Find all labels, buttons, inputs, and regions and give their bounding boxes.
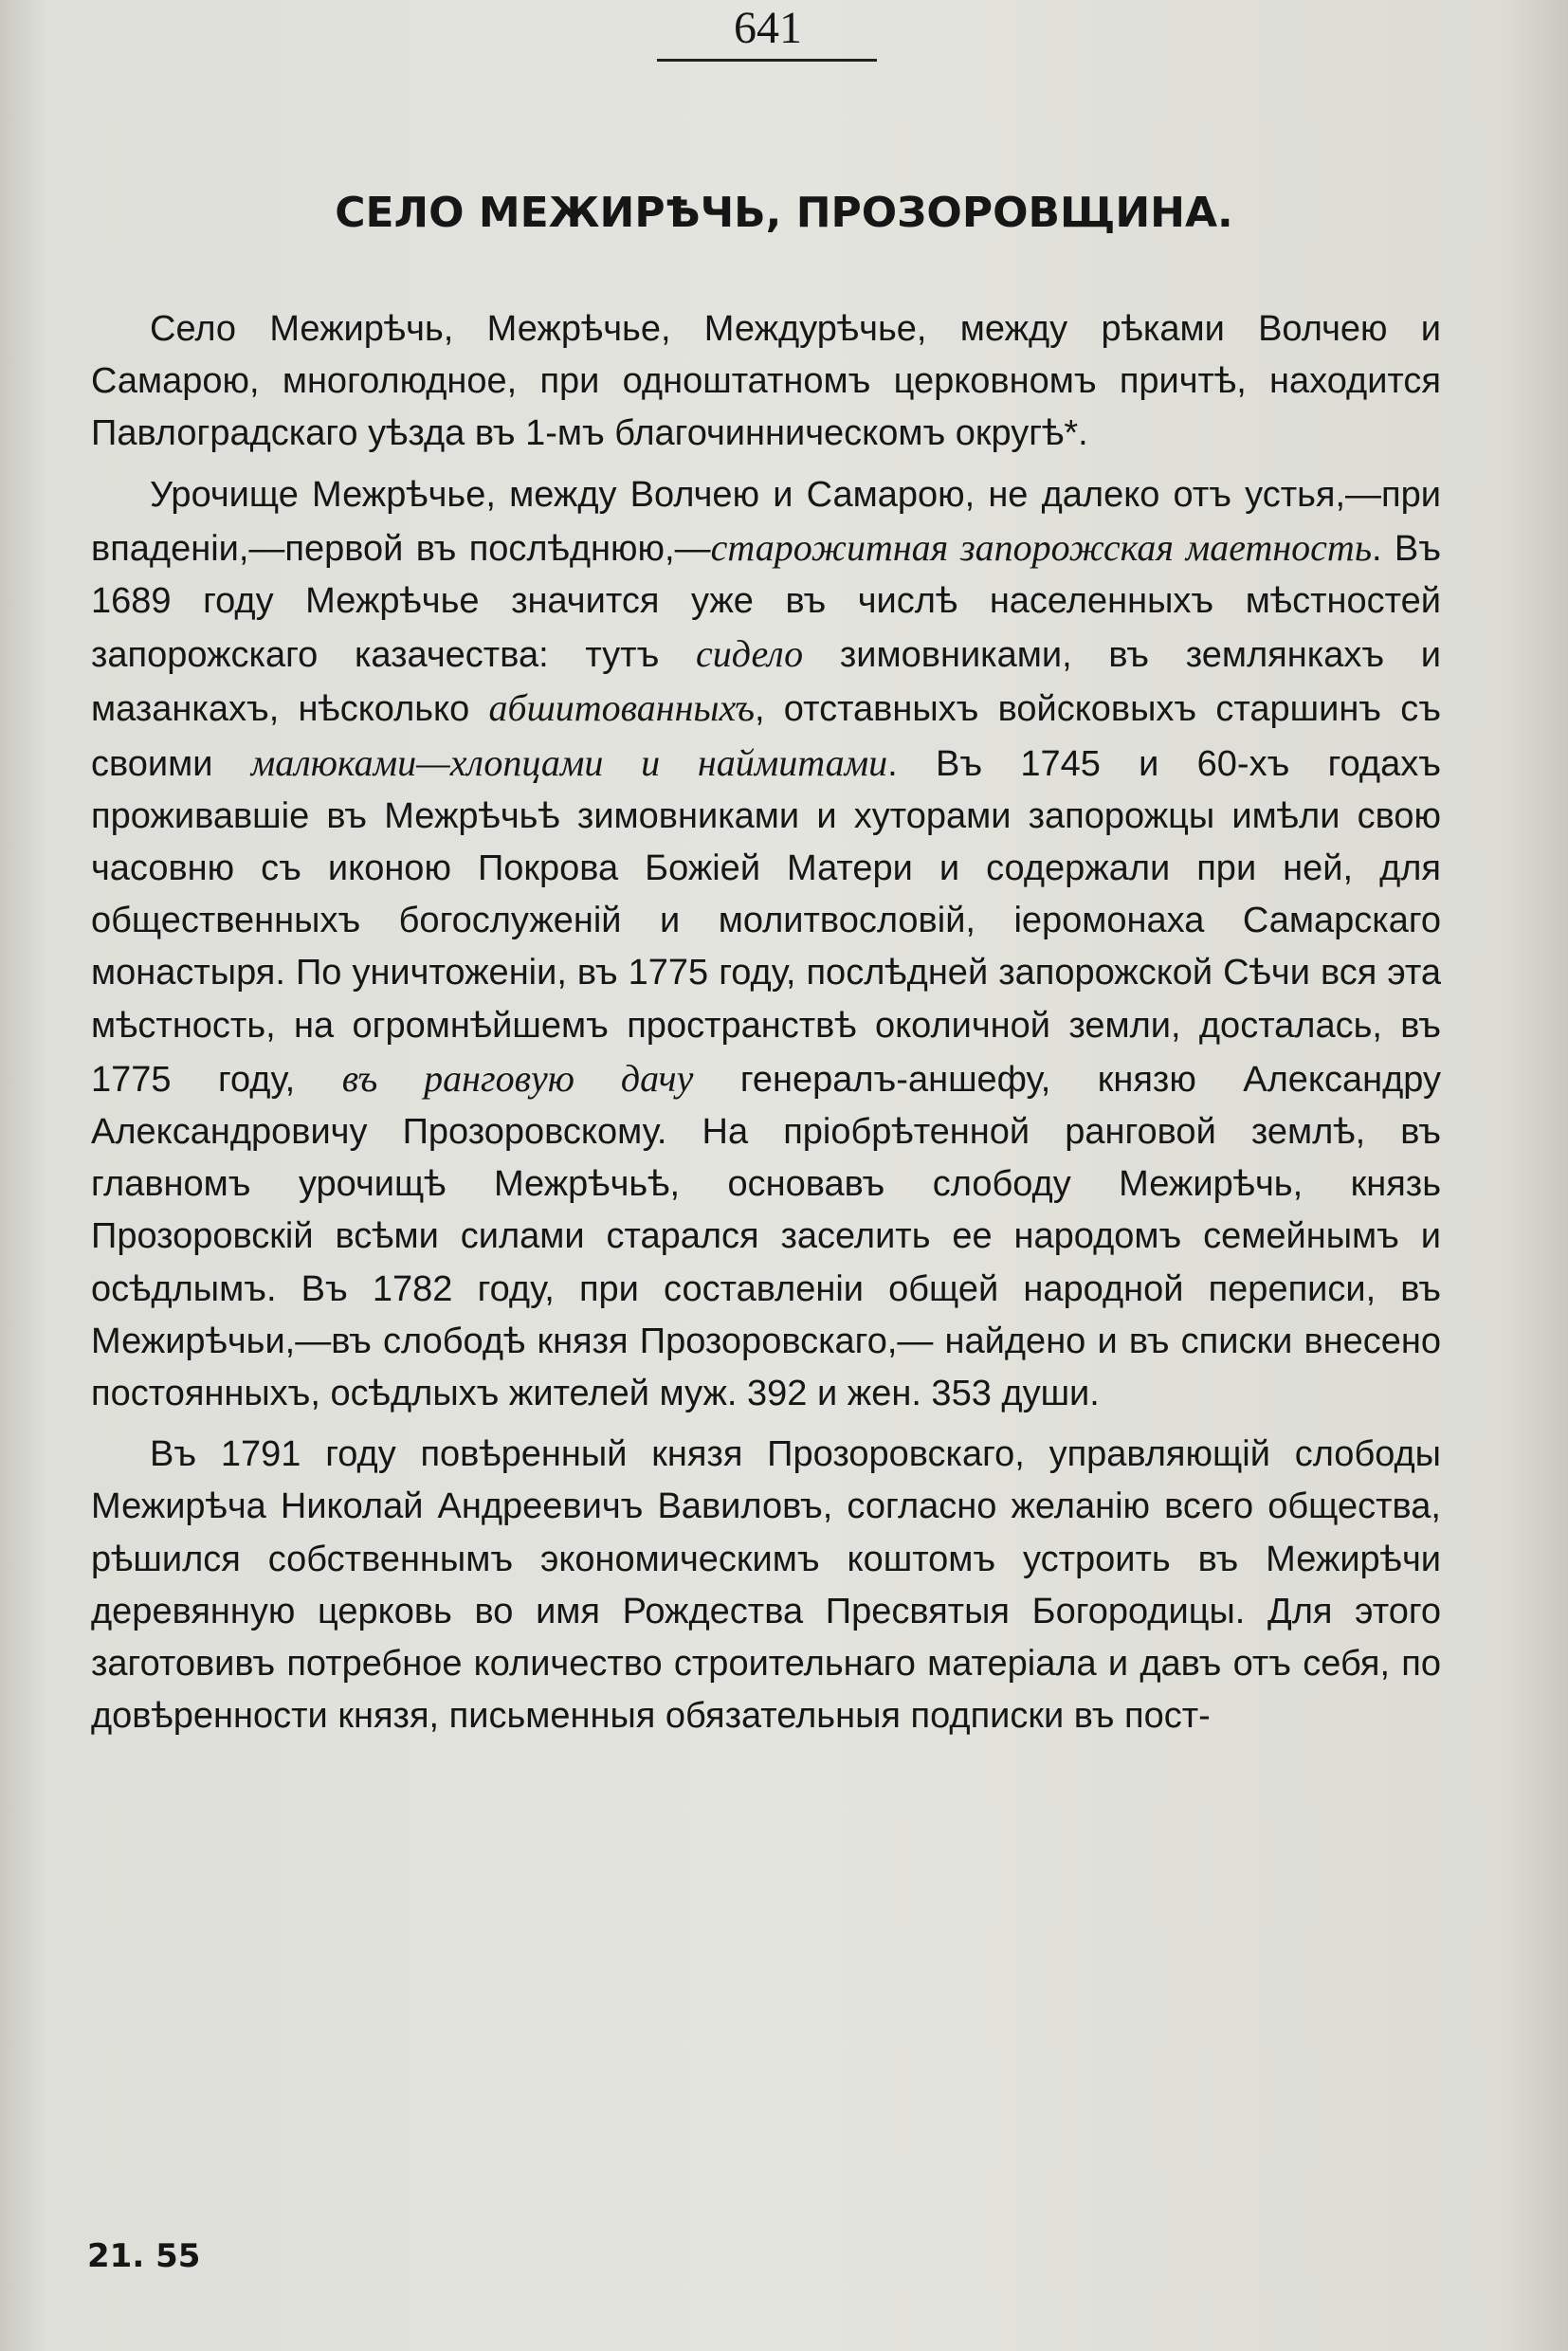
body-text bbox=[91, 303, 1441, 1742]
paragraph bbox=[91, 1429, 1441, 1742]
paragraph bbox=[91, 303, 1441, 461]
text-run: Урочище Межрѣчье, между Волчею и Самарою, не далеко отъ устья,—при впаденіи,—первой въ послѣднюю,— bbox=[91, 474, 1441, 569]
text-run: , отставныхъ войсковыхъ старшинъ съ своими bbox=[91, 689, 1441, 784]
printer-signature: 21. 55 bbox=[87, 2237, 201, 2275]
italic-phrase: въ ранговую дачу bbox=[341, 1056, 694, 1100]
italic-phrase: малюками—хлопцами и наймитами bbox=[250, 740, 888, 784]
italic-phrase: сидело bbox=[696, 632, 804, 676]
paragraph bbox=[91, 469, 1441, 1421]
text-run: . Въ 1689 году Межрѣчье значится уже въ числѣ населенныхъ мѣстностей запорожскаго казачества: тутъ bbox=[91, 528, 1442, 676]
text-run: зимовниками, въ землянкахъ и мазанкахъ, нѣсколько bbox=[91, 635, 1441, 730]
text-run: генералъ-аншефу, князю Александру Александровичу Прозоровскому. На пріобрѣтенной ранговой землѣ, въ главномъ урочищѣ Межрѣчьѣ, основавъ слободу Межирѣчь, князь Прозоровскій всѣми силами старался заселить ее народомъ семейнымъ и осѣдлымъ. Въ 1782 году, при составленіи общей народной переписи, въ Межирѣчьи,—въ слободѣ князя Прозоровскаго,— найдено и въ списки внесено постоянныхъ, осѣдлыхъ жителей муж. 392 и жен. 353 души. bbox=[91, 1059, 1441, 1414]
text-run: Въ 1791 году повѣренный князя Прозоровскаго, управляющій слободы Межирѣча Николай Андреевичъ Вавиловъ, согласно желанію всего общества, рѣшился собственнымъ экономическимъ коштомъ устроить въ Межирѣчи деревянную церковь во имя Рождества Пресвятыя Богородицы. Для этого заготовивъ потребное количество строительнаго матеріала и давъ отъ себя, по довѣренности князя, письменныя обязательныя подписки въ пост- bbox=[91, 1434, 1441, 1737]
italic-phrase: старожитная запорожская маетность bbox=[710, 525, 1373, 569]
page-number-rule bbox=[657, 59, 877, 62]
page-number: 641 bbox=[734, 3, 802, 53]
chapter-heading: СЕЛО МЕЖИРѢЧЬ, ПРОЗОРОВЩИНА. bbox=[335, 189, 1233, 237]
text-run: Село Межирѣчь, Межрѣчье, Междурѣчье, между рѣками Волчею и Самарою, многолюдное, при одноштатномъ церковномъ причтѣ, находится Павлоградскаго уѣзда въ 1-мъ благочинническомъ округѣ*. bbox=[91, 309, 1441, 454]
text-run: . Въ 1745 и 60-хъ годахъ проживавшіе въ Межрѣчьѣ зимовниками и хуторами запорожцы имѣли свою часовню съ иконою Покрова Божіей Матери и содержали при ней, для общественныхъ богослуженій и молитвословій, іеромонаха Самарскаго монастыря. По уничтоженіи, въ 1775 году, послѣдней запорожской Сѣчи вся эта мѣстность, на огромнѣйшемъ пространствѣ околичной земли, досталась, въ 1775 году, bbox=[91, 743, 1441, 1100]
italic-phrase: абшитованныхъ bbox=[488, 686, 756, 730]
